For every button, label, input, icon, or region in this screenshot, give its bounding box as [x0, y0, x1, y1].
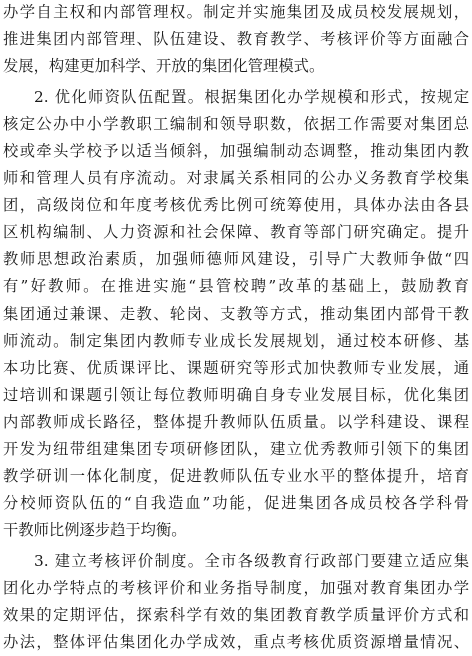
text-line: 办学自主权和内部管理权。制定并实施集团及成员校发展规划，: [3, 3, 469, 21]
text-line: 发展，构建更加科学、开放的集团化管理模式。: [3, 57, 325, 76]
text-line: 师流动。制定集团内教师专业成长发展规划，通过校本研修、基: [3, 331, 469, 350]
text-line: 教学研训一体化制度，促进教师队伍专业水平的整体提升，培育: [3, 466, 469, 485]
section-heading-line: 3. 建立考核评价制度。全市各级教育行政部门要建立适应集: [34, 551, 469, 570]
text-line: 团，高级岗位和年度考核优秀比例可统筹使用，具体办法由各县: [3, 196, 469, 215]
text-line: 效果的定期评估，探索科学有效的集团教育教学质量评价方式和: [3, 606, 469, 625]
text-line: 团化办学特点的考核评价和业务指导制度，加强对教育集团办学: [3, 578, 469, 597]
text-line: 开发为纽带组建集团专项研修团队，建立优秀教师引领下的集团: [3, 439, 469, 458]
text-line: 干教师比例逐步趋于均衡。: [3, 520, 187, 539]
text-line: 过培训和课题引领让每位教师明确自身专业发展目标，优化集团: [3, 385, 469, 404]
text-line: 集团通过兼课、走教、轮岗、支教等方式，推动集团内部骨干教: [3, 304, 469, 323]
section-heading-line: 2. 优化师资队伍配置。根据集团化办学规模和形式，按规定: [34, 88, 469, 107]
text-line: 核定公办中小学教职工编制和领导职数，依据工作需要对集团总: [3, 115, 469, 134]
text-line: 分校师资队伍的“自我造血”功能，促进集团各成员校各学科骨: [3, 493, 469, 512]
text-line: 师和管理人员有序流动。对隶属关系相同的公办义务教育学校集: [3, 169, 469, 188]
text-line: 推进集团内部管理、队伍建设、教育教学、考核评价等方面融合: [3, 30, 469, 49]
text-line: 有”好教师。在推进实施“县管校聘”改革的基础上，鼓励教育: [3, 277, 469, 296]
text-line: 教师思想政治素质，加强师德师风建设，引导广大教师争做“四: [3, 250, 469, 269]
text-line: 办法，整体评估集团化办学成效，重点考核优质资源增量情况、: [3, 633, 469, 652]
text-line: 校或牵头学校予以适当倾斜，加强编制动态调整，推动集团内教: [3, 142, 469, 161]
text-line: 区机构编制、人力资源和社会保障、教育等部门研究确定。提升: [3, 223, 469, 242]
text-line: 本功比赛、优质课评比、课题研究等形式加快教师专业发展，通: [3, 358, 469, 377]
text-line: 内部教师成长路径，整体提升教师队伍质量。以学科建设、课程: [3, 412, 469, 431]
